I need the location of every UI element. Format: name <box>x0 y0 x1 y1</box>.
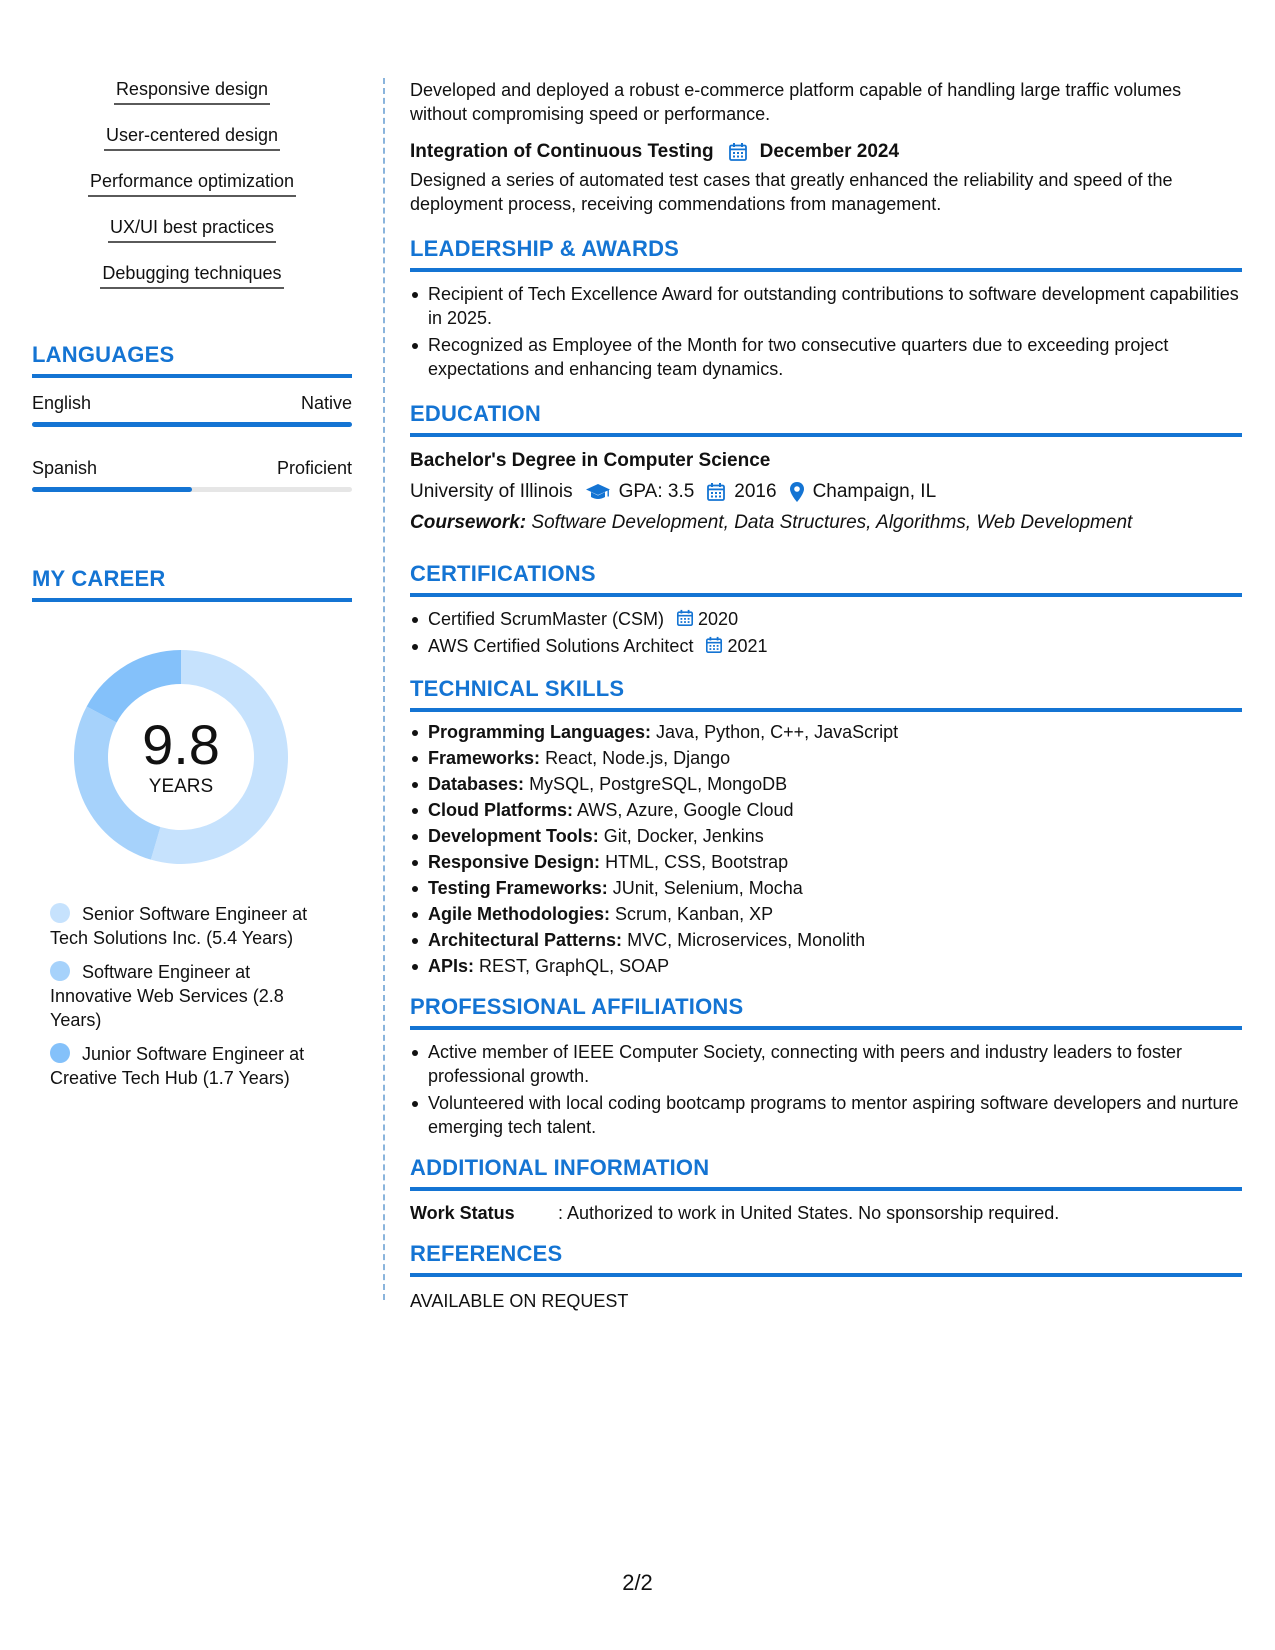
legend-dot-icon <box>50 961 70 981</box>
skill-values: MVC, Microservices, Monolith <box>627 930 866 950</box>
skill-values: REST, GraphQL, SOAP <box>479 956 670 976</box>
skill-category: Cloud Platforms: <box>428 800 574 820</box>
calendar-icon <box>705 636 723 654</box>
skill-item: Debugging techniques <box>100 262 283 289</box>
languages-heading: LANGUAGES <box>32 342 352 378</box>
coursework <box>410 511 1242 535</box>
leadership-item: Recognized as Employee of the Month for two consecutive quarters due to exceeding project expectations and enhancing team dynamics. <box>428 333 1242 381</box>
donut-center <box>66 642 296 872</box>
skill-values: MySQL, PostgreSQL, MongoDB <box>529 774 788 794</box>
certification-name: Certified ScrumMaster (CSM) <box>428 609 665 629</box>
coursework-label: Coursework: <box>410 512 527 533</box>
certification-item <box>428 634 1242 658</box>
additional-info-heading: ADDITIONAL INFORMATION <box>410 1155 1242 1191</box>
gpa: GPA: 3.5 <box>618 481 695 502</box>
language-row <box>32 392 352 427</box>
skill-category: Architectural Patterns: <box>428 930 623 950</box>
skill-category: Testing Frameworks: <box>428 878 608 898</box>
location-pin-icon <box>789 481 805 503</box>
language-level: Proficient <box>276 458 352 478</box>
column-divider <box>383 78 385 1300</box>
skill-item: User-centered design <box>104 124 280 151</box>
certifications-list <box>410 607 1242 658</box>
certifications-heading: CERTIFICATIONS <box>410 561 1242 597</box>
degree-title: Bachelor's Degree in Computer Science <box>410 450 771 471</box>
technical-skill-item <box>428 928 1242 952</box>
career-legend <box>32 902 330 1090</box>
skill-category: APIs: <box>428 956 475 976</box>
skill-values: Git, Docker, Jenkins <box>603 826 764 846</box>
career-role-label: Senior Software Engineer at Tech Solutions Inc. (5.4 Years) <box>50 904 308 948</box>
language-level: Native <box>300 393 352 413</box>
skill-values: JUnit, Selenium, Mocha <box>612 878 803 898</box>
technical-skill-item <box>428 720 1242 744</box>
work-status-row <box>410 1201 1242 1225</box>
coursework-list: Software Development, Data Structures, Algorithms, Web Development <box>531 512 1133 533</box>
certification-year: 2020 <box>698 609 739 629</box>
page-number: 2/2 <box>622 1570 653 1595</box>
project-description: Designed a series of automated test cases that greatly enhanced the reliability and speed of the deployment process, receiving commendations from management. <box>410 170 1173 214</box>
language-bar <box>32 487 352 492</box>
work-status-label: Work Status <box>410 1203 515 1223</box>
technical-skill-item <box>428 798 1242 822</box>
references-heading: REFERENCES <box>410 1241 1242 1277</box>
technical-skills-list <box>410 720 1242 978</box>
technical-skill-item <box>428 850 1242 874</box>
skill-category: Programming Languages: <box>428 722 652 742</box>
technical-skill-item <box>428 876 1242 900</box>
language-row <box>32 457 352 492</box>
legend-dot-icon <box>50 903 70 923</box>
skill-item: Responsive design <box>114 78 270 105</box>
certification-name: AWS Certified Solutions Architect <box>428 636 694 656</box>
right-column <box>410 78 1242 1313</box>
career-legend-item <box>50 960 330 1032</box>
soft-skills-list <box>32 78 352 308</box>
left-column <box>32 78 352 1100</box>
language-name: English <box>32 393 92 413</box>
career-total-unit: YEARS <box>148 776 214 797</box>
language-bar <box>32 422 352 427</box>
project-intro-text: Developed and deployed a robust e-commerce platform capable of handling large traffic volumes without compromising speed or performance. <box>410 80 1182 124</box>
skill-values: Scrum, Kanban, XP <box>615 904 774 924</box>
technical-skill-item <box>428 746 1242 770</box>
technical-skill-item <box>428 824 1242 848</box>
leadership-list <box>410 282 1242 381</box>
skill-values: Java, Python, C++, JavaScript <box>656 722 899 742</box>
language-bar-fill <box>32 422 352 427</box>
calendar-icon <box>728 142 748 162</box>
skill-category: Development Tools: <box>428 826 599 846</box>
career-legend-item <box>50 1042 330 1090</box>
career-donut-chart <box>66 642 296 872</box>
skill-values: AWS, Azure, Google Cloud <box>577 800 794 820</box>
education-heading: EDUCATION <box>410 401 1242 437</box>
calendar-icon <box>706 482 726 502</box>
language-bar-fill <box>32 487 192 492</box>
graduation-cap-icon <box>585 482 611 502</box>
certification-item <box>428 607 1242 631</box>
career-role-label: Junior Software Engineer at Creative Tech Hub (1.7 Years) <box>50 1044 305 1088</box>
graduation-year: 2016 <box>734 481 777 502</box>
technical-skill-item <box>428 772 1242 796</box>
technical-skill-item <box>428 954 1242 978</box>
skill-category: Agile Methodologies: <box>428 904 610 924</box>
career-legend-item <box>50 902 330 950</box>
education-details <box>410 480 1242 504</box>
school-location: Champaign, IL <box>812 481 937 502</box>
affiliations-list <box>410 1040 1242 1139</box>
skill-item: UX/UI best practices <box>108 216 276 243</box>
skill-category: Responsive Design: <box>428 852 601 872</box>
project-heading <box>410 140 1242 164</box>
leadership-heading: LEADERSHIP & AWARDS <box>410 236 1242 272</box>
affiliation-item: Active member of IEEE Computer Society, connecting with peers and industry leaders to foster professional growth. <box>428 1040 1242 1088</box>
skill-item: Performance optimization <box>88 170 296 197</box>
affiliation-item: Volunteered with local coding bootcamp programs to mentor aspiring software developers and nurture emerging tech talent. <box>428 1091 1242 1139</box>
technical-skill-item <box>428 902 1242 926</box>
leadership-item: Recipient of Tech Excellence Award for outstanding contributions to software development capabilities in 2025. <box>428 282 1242 330</box>
career-heading: MY CAREER <box>32 566 352 602</box>
certification-year: 2021 <box>727 636 768 656</box>
project-date: December 2024 <box>759 141 900 162</box>
skill-category: Frameworks: <box>428 748 541 768</box>
project-title: Integration of Continuous Testing <box>410 141 714 162</box>
legend-dot-icon <box>50 1043 70 1063</box>
skill-values: React, Node.js, Django <box>545 748 731 768</box>
school-name: University of Illinois <box>410 481 573 502</box>
affiliations-heading: PROFESSIONAL AFFILIATIONS <box>410 994 1242 1030</box>
career-total-years: 9.8 <box>142 713 220 776</box>
calendar-icon <box>676 609 694 627</box>
technical-skills-heading: TECHNICAL SKILLS <box>410 676 1242 712</box>
language-name: Spanish <box>32 458 98 478</box>
skill-category: Databases: <box>428 774 525 794</box>
skill-values: HTML, CSS, Bootstrap <box>605 852 789 872</box>
references-text: AVAILABLE ON REQUEST <box>410 1291 629 1311</box>
work-status-value: : Authorized to work in United States. No sponsorship required. <box>558 1203 1060 1223</box>
career-role-label: Software Engineer at Innovative Web Services (2.8 Years) <box>50 962 284 1030</box>
